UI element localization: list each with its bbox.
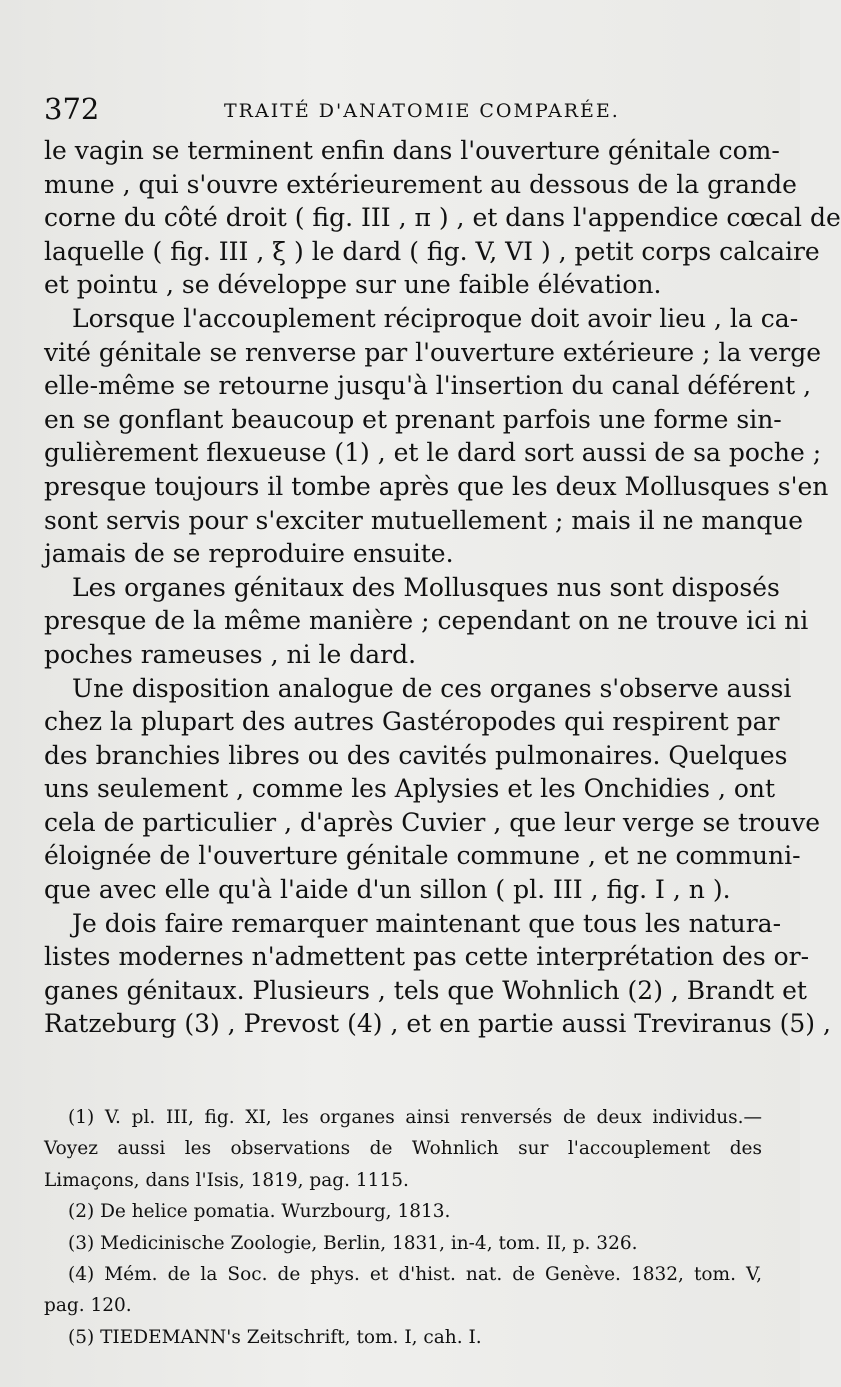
footnote-line: pag. 120.	[44, 1295, 132, 1317]
text-line: presque de la même manière ; cependant on ne trouve ici ni	[44, 606, 809, 636]
footnote-line: (3) Medicinische Zoologie, Berlin, 1831, in-4, tom. II, p. 326.	[68, 1232, 638, 1254]
text-line: en se gonflant beaucoup et prenant parfois une forme sin-	[44, 404, 782, 434]
text-line: presque toujours il tombe après que les deux Mollusques s'en	[44, 471, 829, 501]
footnote-line: Voyez aussi les observations de Wohnlich sur l'accouplement des	[44, 1138, 762, 1160]
text-line: cela de particulier , d'après Cuvier , que leur verge se trouve	[44, 807, 821, 837]
text-line: corne du côté droit ( fig. III , π ) , et dans l'appendice cœcal de	[44, 203, 841, 233]
text-line: ganes génitaux. Plusieurs , tels que Wohnlich (2) , Brandt et	[44, 975, 807, 1005]
text-line: listes modernes n'admettent pas cette interprétation des or-	[44, 942, 810, 972]
page-number: 372	[44, 92, 100, 126]
text-line: vité génitale se renverse par l'ouverture extérieure ; la verge	[44, 337, 822, 367]
text-line: uns seulement , comme les Aplysies et les Onchidies , ont	[44, 774, 776, 804]
text-line: gulièrement flexueuse (1) , et le dard sort aussi de sa poche ;	[44, 438, 822, 468]
footnote-line: Limaçons, dans l'Isis, 1819, pag. 1115.	[44, 1169, 409, 1191]
running-title: TRAITÉ D'ANATOMIE COMPARÉE.	[224, 100, 620, 122]
text-line: Les organes génitaux des Mollusques nus sont disposés	[72, 572, 780, 602]
text-line: Ratzeburg (3) , Prevost (4) , et en partie aussi Treviranus (5) ,	[44, 1009, 831, 1039]
text-line: mune , qui s'ouvre extérieurement au dessous de la grande	[44, 169, 797, 199]
text-line: elle-même se retourne jusqu'à l'insertion du canal déférent ,	[44, 371, 812, 401]
text-line: le vagin se terminent enfin dans l'ouverture génitale com-	[44, 136, 780, 165]
body-text	[44, 134, 841, 1041]
footnotes	[44, 1102, 762, 1353]
text-line: chez la plupart des autres Gastéropodes qui respirent par	[44, 707, 780, 737]
footnote-line: (2) De helice pomatia. Wurzbourg, 1813.	[68, 1201, 451, 1223]
text-line: laquelle ( fig. III , ξ ) le dard ( fig. V, VI ) , petit corps calcaire	[44, 236, 820, 266]
text-line: éloignée de l'ouverture génitale commune , et ne communi-	[44, 841, 801, 871]
footnote-line: (5) TIEDEMANN's Zeitschrift, tom. I, cah. I.	[68, 1326, 482, 1348]
text-line: des branchies libres ou des cavités pulmonaires. Quelques	[44, 740, 788, 770]
text-line: Je dois faire remarquer maintenant que tous les natura-	[72, 908, 782, 938]
text-line: jamais de se reproduire ensuite.	[44, 539, 454, 569]
text-line: Une disposition analogue de ces organes s'observe aussi	[72, 673, 792, 703]
text-line: poches rameuses , ni le dard.	[44, 639, 417, 669]
footnote-line: (4) Mém. de la Soc. de phys. et d'hist. nat. de Genève. 1832, tom. V,	[68, 1263, 762, 1285]
text-line: que avec elle qu'à l'aide d'un sillon ( pl. III , fig. I , n ).	[44, 875, 731, 905]
footnote-line: (1) V. pl. III, fig. XI, les organes ainsi renversés de deux individus.—	[68, 1107, 762, 1128]
text-line: et pointu , se développe sur une faible élévation.	[44, 270, 662, 300]
text-line: sont servis pour s'exciter mutuellement ; mais il ne manque	[44, 505, 804, 535]
text-line: Lorsque l'accouplement réciproque doit avoir lieu , la ca-	[72, 303, 799, 333]
page-header	[44, 92, 756, 128]
